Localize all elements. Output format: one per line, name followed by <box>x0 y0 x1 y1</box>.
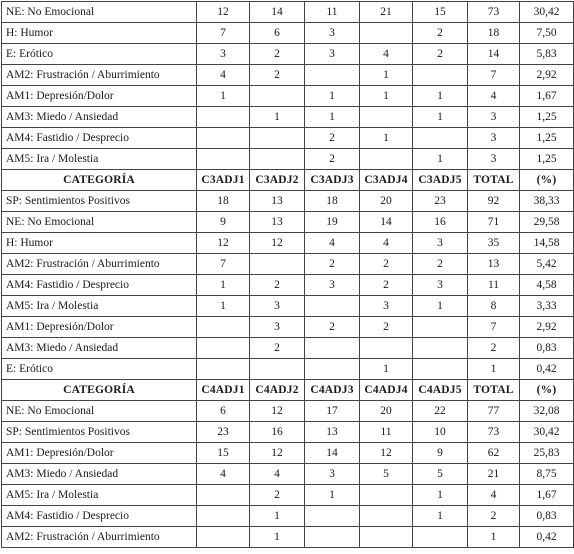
cell-percent: 3,33 <box>520 296 574 317</box>
cell-total: 8 <box>468 296 520 317</box>
table-body <box>2 2 574 548</box>
cell-col4: 4 <box>360 44 413 65</box>
table-row <box>2 527 574 548</box>
cell-total: 3 <box>468 149 520 170</box>
table-row <box>2 485 574 506</box>
cell-col2 <box>250 86 305 107</box>
cell-col5: 3 <box>413 275 468 296</box>
cell-total: 77 <box>468 401 520 422</box>
cell-category: AM3: Miedo / Ansiedad <box>2 338 197 359</box>
cell-col4 <box>360 506 413 527</box>
cell-category: E: Erótico <box>2 44 197 65</box>
cell-col3: 3 <box>305 464 360 485</box>
cell-col4: 11 <box>360 422 413 443</box>
table-row <box>2 86 574 107</box>
cell-col4: 2 <box>360 317 413 338</box>
table-row <box>2 65 574 86</box>
cell-category: SP: Sentimientos Positivos <box>2 191 197 212</box>
table-row <box>2 443 574 464</box>
cell-category: E: Erótico <box>2 359 197 380</box>
cell-col3 <box>305 296 360 317</box>
cell-col5 <box>413 128 468 149</box>
header-cell-category: CATEGORÍA <box>2 170 197 191</box>
cell-col1: 15 <box>197 443 250 464</box>
cell-col2: 2 <box>250 44 305 65</box>
cell-total: 92 <box>468 191 520 212</box>
cell-col5: 9 <box>413 443 468 464</box>
cell-col4: 1 <box>360 359 413 380</box>
cell-col3 <box>305 506 360 527</box>
cell-category: AM2: Frustración / Aburrimiento <box>2 527 197 548</box>
cell-col1: 3 <box>197 44 250 65</box>
cell-category: AM4: Fastidio / Desprecio <box>2 128 197 149</box>
cell-total: 21 <box>468 464 520 485</box>
cell-col2 <box>250 128 305 149</box>
cell-category: AM5: Ira / Molestia <box>2 485 197 506</box>
cell-col5: 2 <box>413 44 468 65</box>
cell-col2: 12 <box>250 233 305 254</box>
cell-total: 14 <box>468 44 520 65</box>
cell-col3: 1 <box>305 107 360 128</box>
cell-total: 7 <box>468 317 520 338</box>
cell-col5: 1 <box>413 107 468 128</box>
table-row <box>2 149 574 170</box>
cell-col5 <box>413 338 468 359</box>
cell-col2: 14 <box>250 2 305 23</box>
cell-category: NE: No Emocional <box>2 212 197 233</box>
cell-category: H: Humor <box>2 233 197 254</box>
cell-total: 73 <box>468 422 520 443</box>
cell-col3: 1 <box>305 485 360 506</box>
cell-col1 <box>197 338 250 359</box>
cell-total: 35 <box>468 233 520 254</box>
cell-col1 <box>197 485 250 506</box>
table-row <box>2 506 574 527</box>
table-row <box>2 317 574 338</box>
cell-percent: 8,75 <box>520 464 574 485</box>
cell-col5: 1 <box>413 296 468 317</box>
cell-col5: 1 <box>413 506 468 527</box>
cell-col3: 11 <box>305 2 360 23</box>
cell-col1: 1 <box>197 86 250 107</box>
header-cell-percent: (%) <box>520 170 574 191</box>
header-cell-col4: C3ADJ4 <box>360 170 413 191</box>
cell-category: AM4: Fastidio / Desprecio <box>2 275 197 296</box>
header-row <box>2 380 574 401</box>
cell-col5 <box>413 65 468 86</box>
cell-col4: 4 <box>360 233 413 254</box>
cell-col5: 1 <box>413 485 468 506</box>
cell-col4 <box>360 107 413 128</box>
cell-col5: 3 <box>413 233 468 254</box>
cell-col1 <box>197 149 250 170</box>
cell-total: 18 <box>468 23 520 44</box>
cell-category: AM5: Ira / Molestia <box>2 296 197 317</box>
cell-col5: 16 <box>413 212 468 233</box>
cell-col3 <box>305 527 360 548</box>
cell-col2: 2 <box>250 275 305 296</box>
cell-col1 <box>197 107 250 128</box>
cell-col4 <box>360 485 413 506</box>
cell-percent: 32,08 <box>520 401 574 422</box>
cell-col1: 12 <box>197 2 250 23</box>
header-cell-percent: (%) <box>520 380 574 401</box>
cell-percent: 29,58 <box>520 212 574 233</box>
cell-col3: 2 <box>305 128 360 149</box>
cell-category: SP: Sentimientos Positivos <box>2 422 197 443</box>
cell-col4: 2 <box>360 254 413 275</box>
cell-col2: 2 <box>250 65 305 86</box>
cell-col3: 2 <box>305 149 360 170</box>
cell-col5: 2 <box>413 23 468 44</box>
cell-col2: 1 <box>250 107 305 128</box>
table-row <box>2 275 574 296</box>
cell-col2 <box>250 149 305 170</box>
cell-percent: 1,25 <box>520 149 574 170</box>
cell-col4: 12 <box>360 443 413 464</box>
cell-col1: 23 <box>197 422 250 443</box>
cell-col5: 1 <box>413 86 468 107</box>
cell-percent: 4,58 <box>520 275 574 296</box>
cell-percent: 5,42 <box>520 254 574 275</box>
header-cell-category: CATEGORÍA <box>2 380 197 401</box>
cell-col1 <box>197 506 250 527</box>
cell-category: AM1: Depresión/Dolor <box>2 443 197 464</box>
cell-percent: 7,50 <box>520 23 574 44</box>
cell-col4: 5 <box>360 464 413 485</box>
cell-col4: 20 <box>360 191 413 212</box>
cell-col1 <box>197 359 250 380</box>
emotion-category-table <box>1 1 574 548</box>
cell-total: 73 <box>468 2 520 23</box>
table-row <box>2 233 574 254</box>
cell-percent: 1,67 <box>520 86 574 107</box>
cell-col3: 17 <box>305 401 360 422</box>
cell-col1: 4 <box>197 65 250 86</box>
cell-col4: 2 <box>360 275 413 296</box>
cell-col4: 3 <box>360 296 413 317</box>
cell-col2: 1 <box>250 506 305 527</box>
cell-col1: 6 <box>197 401 250 422</box>
header-cell-col5: C3ADJ5 <box>413 170 468 191</box>
cell-col3 <box>305 338 360 359</box>
cell-col1: 1 <box>197 275 250 296</box>
table-row <box>2 464 574 485</box>
table-row <box>2 296 574 317</box>
header-cell-col3: C3ADJ3 <box>305 170 360 191</box>
cell-col2: 13 <box>250 191 305 212</box>
cell-col3: 3 <box>305 23 360 44</box>
table-row <box>2 128 574 149</box>
cell-percent: 5,83 <box>520 44 574 65</box>
cell-col2: 16 <box>250 422 305 443</box>
cell-col5 <box>413 359 468 380</box>
cell-col4 <box>360 149 413 170</box>
cell-total: 2 <box>468 506 520 527</box>
cell-total: 11 <box>468 275 520 296</box>
table-row <box>2 359 574 380</box>
header-cell-col1: C3ADJ1 <box>197 170 250 191</box>
cell-total: 4 <box>468 86 520 107</box>
cell-col1: 18 <box>197 191 250 212</box>
cell-percent: 2,92 <box>520 65 574 86</box>
table-row <box>2 44 574 65</box>
table-row <box>2 254 574 275</box>
cell-total: 3 <box>468 107 520 128</box>
table-row <box>2 23 574 44</box>
cell-percent: 2,92 <box>520 317 574 338</box>
cell-total: 2 <box>468 338 520 359</box>
cell-col2: 3 <box>250 296 305 317</box>
cell-col2: 6 <box>250 23 305 44</box>
cell-category: AM3: Miedo / Ansiedad <box>2 464 197 485</box>
cell-col4: 1 <box>360 65 413 86</box>
cell-col3: 13 <box>305 422 360 443</box>
table-row <box>2 422 574 443</box>
cell-total: 62 <box>468 443 520 464</box>
cell-col1 <box>197 317 250 338</box>
cell-col5: 5 <box>413 464 468 485</box>
table-row <box>2 212 574 233</box>
cell-percent: 1,25 <box>520 107 574 128</box>
cell-col4: 20 <box>360 401 413 422</box>
header-cell-col4: C4ADJ4 <box>360 380 413 401</box>
cell-col2: 13 <box>250 212 305 233</box>
cell-percent: 0,42 <box>520 359 574 380</box>
cell-col1: 4 <box>197 464 250 485</box>
cell-col4: 1 <box>360 86 413 107</box>
cell-percent: 25,83 <box>520 443 574 464</box>
cell-col5: 1 <box>413 149 468 170</box>
cell-category: AM1: Depresión/Dolor <box>2 86 197 107</box>
cell-percent: 0,83 <box>520 506 574 527</box>
cell-percent: 0,42 <box>520 527 574 548</box>
cell-col2: 12 <box>250 443 305 464</box>
cell-total: 4 <box>468 485 520 506</box>
cell-percent: 1,25 <box>520 128 574 149</box>
cell-percent: 0,83 <box>520 338 574 359</box>
cell-col2: 1 <box>250 527 305 548</box>
cell-category: NE: No Emocional <box>2 2 197 23</box>
cell-col3: 2 <box>305 254 360 275</box>
cell-category: AM4: Fastidio / Desprecio <box>2 506 197 527</box>
cell-col5: 10 <box>413 422 468 443</box>
cell-col3 <box>305 65 360 86</box>
table-row <box>2 191 574 212</box>
header-cell-col1: C4ADJ1 <box>197 380 250 401</box>
cell-col4: 21 <box>360 2 413 23</box>
cell-col2: 2 <box>250 338 305 359</box>
cell-col3: 18 <box>305 191 360 212</box>
cell-col2 <box>250 359 305 380</box>
table-row <box>2 338 574 359</box>
table-row <box>2 107 574 128</box>
cell-col1 <box>197 527 250 548</box>
header-cell-col5: C4ADJ5 <box>413 380 468 401</box>
cell-total: 1 <box>468 527 520 548</box>
header-cell-col3: C4ADJ3 <box>305 380 360 401</box>
table-row <box>2 401 574 422</box>
document <box>1 1 574 548</box>
cell-total: 1 <box>468 359 520 380</box>
cell-col2: 4 <box>250 464 305 485</box>
cell-category: AM2: Frustración / Aburrimiento <box>2 254 197 275</box>
cell-col3: 3 <box>305 44 360 65</box>
header-cell-col2: C4ADJ2 <box>250 380 305 401</box>
cell-category: AM3: Miedo / Ansiedad <box>2 107 197 128</box>
cell-col3: 2 <box>305 317 360 338</box>
cell-col2 <box>250 254 305 275</box>
cell-category: H: Humor <box>2 23 197 44</box>
cell-percent: 30,42 <box>520 422 574 443</box>
cell-col2: 3 <box>250 317 305 338</box>
cell-col4: 1 <box>360 128 413 149</box>
cell-col3: 14 <box>305 443 360 464</box>
cell-col3 <box>305 359 360 380</box>
cell-category: NE: No Emocional <box>2 401 197 422</box>
header-row <box>2 170 574 191</box>
cell-category: AM1: Depresión/Dolor <box>2 317 197 338</box>
cell-col1: 7 <box>197 23 250 44</box>
cell-col3: 1 <box>305 86 360 107</box>
cell-col5: 22 <box>413 401 468 422</box>
cell-col5: 15 <box>413 2 468 23</box>
cell-col5: 23 <box>413 191 468 212</box>
cell-total: 13 <box>468 254 520 275</box>
cell-col2: 2 <box>250 485 305 506</box>
cell-total: 7 <box>468 65 520 86</box>
cell-category: AM2: Frustración / Aburrimiento <box>2 65 197 86</box>
cell-col3: 19 <box>305 212 360 233</box>
header-cell-total: TOTAL <box>468 380 520 401</box>
cell-col1: 12 <box>197 233 250 254</box>
cell-col4: 14 <box>360 212 413 233</box>
cell-col3: 3 <box>305 275 360 296</box>
cell-col1: 9 <box>197 212 250 233</box>
cell-total: 3 <box>468 128 520 149</box>
cell-col1: 1 <box>197 296 250 317</box>
header-cell-total: TOTAL <box>468 170 520 191</box>
cell-percent: 38,33 <box>520 191 574 212</box>
cell-col4 <box>360 23 413 44</box>
cell-percent: 1,67 <box>520 485 574 506</box>
cell-percent: 30,42 <box>520 2 574 23</box>
cell-percent: 14,58 <box>520 233 574 254</box>
cell-category: AM5: Ira / Molestia <box>2 149 197 170</box>
cell-col2: 12 <box>250 401 305 422</box>
cell-col5: 2 <box>413 254 468 275</box>
cell-col1: 7 <box>197 254 250 275</box>
cell-total: 71 <box>468 212 520 233</box>
cell-col5 <box>413 317 468 338</box>
cell-col1 <box>197 128 250 149</box>
cell-col3: 4 <box>305 233 360 254</box>
cell-col4 <box>360 527 413 548</box>
cell-col4 <box>360 338 413 359</box>
table-row <box>2 2 574 23</box>
cell-col5 <box>413 527 468 548</box>
header-cell-col2: C3ADJ2 <box>250 170 305 191</box>
